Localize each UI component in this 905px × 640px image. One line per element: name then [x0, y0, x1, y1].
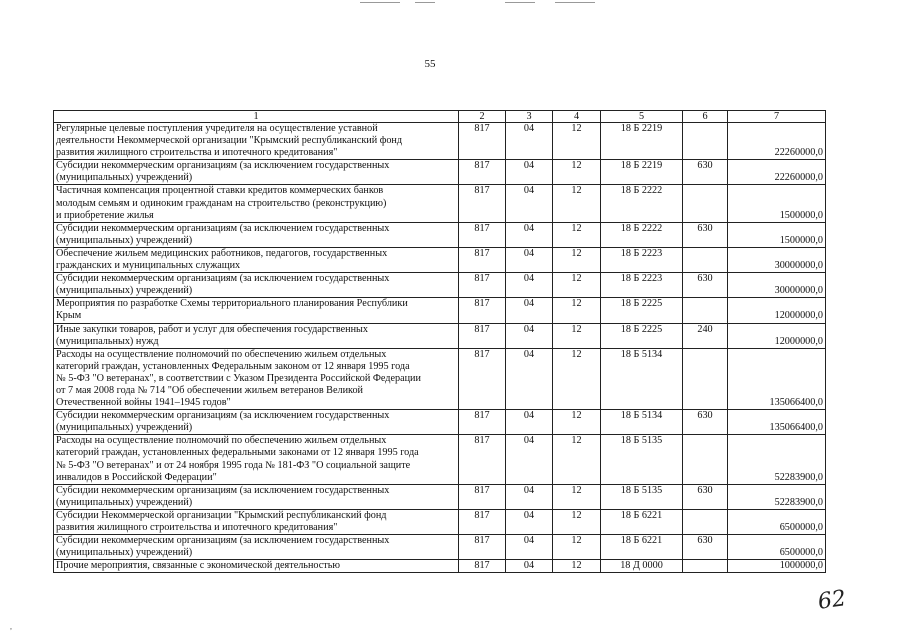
ministry-code: 817	[459, 435, 506, 484]
subsection-code: 12	[553, 222, 601, 247]
expense-type-code: 240	[683, 323, 728, 348]
section-code: 04	[506, 247, 553, 272]
table-row	[54, 273, 826, 298]
expense-item-name-line: Иные закупки товаров, работ и услуг для обеспечения государственных	[56, 323, 368, 335]
expense-item-name-line: Регулярные целевые поступления учредителя на осуществление уставной	[56, 123, 378, 134]
section-code: 04	[506, 160, 553, 185]
amount: 30000000,0	[728, 247, 826, 272]
expense-item-name-line: Крым	[56, 310, 82, 322]
expense-item-name-line: (муниципальных) учреждений)	[56, 496, 193, 508]
section-code: 04	[506, 435, 553, 484]
expense-type-code: 630	[683, 410, 728, 435]
expense-item-name	[54, 185, 459, 222]
target-article-code: 18 Б 5135	[601, 435, 683, 484]
section-code: 04	[506, 484, 553, 509]
expense-item-name-line: Субсидии некоммерческим организациям (за исключением государственных	[56, 273, 390, 285]
amount: 12000000,0	[728, 323, 826, 348]
expense-item-name-line: (муниципальных) учреждений)	[56, 285, 193, 297]
ministry-code: 817	[459, 298, 506, 323]
corner-mark: ,	[10, 622, 12, 631]
ministry-code: 817	[459, 535, 506, 560]
target-article-code: 18 Б 2222	[601, 185, 683, 222]
subsection-code: 12	[553, 273, 601, 298]
expense-item-name-line: (муниципальных) учреждений)	[56, 172, 193, 184]
subsection-code: 12	[553, 185, 601, 222]
table-row	[54, 535, 826, 560]
target-article-code: 18 Б 2225	[601, 298, 683, 323]
table-row	[54, 435, 826, 484]
ministry-code: 817	[459, 560, 506, 573]
ministry-code: 817	[459, 323, 506, 348]
section-code: 04	[506, 298, 553, 323]
handwritten-page-mark: 62	[816, 586, 848, 615]
section-code: 04	[506, 535, 553, 560]
section-code: 04	[506, 273, 553, 298]
expense-item-name	[54, 410, 459, 435]
subsection-code: 12	[553, 509, 601, 534]
column-header: 3	[506, 111, 553, 123]
amount: 30000000,0	[728, 273, 826, 298]
expense-item-name-line: гражданских и муниципальных служащих	[56, 260, 241, 272]
target-article-code: 18 Б 2223	[601, 247, 683, 272]
expense-item-name-line: Субсидии некоммерческим организациям (за исключением государственных	[56, 222, 390, 234]
table-row	[54, 484, 826, 509]
expense-item-name-line: деятельности Некоммерческой организации "Крымский республиканский фонд	[56, 135, 403, 147]
expense-item-name	[54, 348, 459, 409]
expense-type-code: 630	[683, 535, 728, 560]
ministry-code: 817	[459, 509, 506, 534]
table-row	[54, 185, 826, 222]
expense-item-name	[54, 435, 459, 484]
expense-item-name	[54, 509, 459, 534]
expense-type-code	[683, 298, 728, 323]
expense-type-code	[683, 560, 728, 573]
expense-type-code	[683, 123, 728, 160]
amount: 6500000,0	[728, 535, 826, 560]
expense-item-name	[54, 484, 459, 509]
expense-item-name	[54, 273, 459, 298]
expense-type-code: 630	[683, 273, 728, 298]
target-article-code: 18 Б 2223	[601, 273, 683, 298]
expense-item-name-line: развития жилищного строительства и ипотечного кредитования"	[56, 147, 338, 159]
ministry-code: 817	[459, 160, 506, 185]
expense-item-name-line: Субсидии некоммерческим организациям (за исключением государственных	[56, 484, 390, 496]
expense-item-name-line: развития жилищного строительства и ипотечного кредитования"	[56, 522, 338, 533]
expense-item-name	[54, 222, 459, 247]
subsection-code: 12	[553, 123, 601, 160]
subsection-code: 12	[553, 535, 601, 560]
expense-item-name-line: молодым семьям и одиноким гражданам на строительство (реконструкцию)	[56, 197, 387, 209]
expense-type-code	[683, 185, 728, 222]
expense-item-name-line: Частичная компенсация процентной ставки кредитов коммерческих банков	[56, 185, 384, 197]
expense-item-name-line: № 5-ФЗ "О ветеранах", в соответствии с Указом Президента Российской Федерации	[56, 372, 421, 384]
target-article-code: 18 Б 5135	[601, 484, 683, 509]
expense-item-name	[54, 298, 459, 323]
expense-item-name	[54, 123, 459, 160]
amount: 52283900,0	[728, 484, 826, 509]
amount: 135066400,0	[728, 348, 826, 409]
table-row	[54, 323, 826, 348]
ministry-code: 817	[459, 185, 506, 222]
target-article-code: 18 Б 2219	[601, 160, 683, 185]
target-article-code: 18 Б 6221	[601, 535, 683, 560]
amount: 52283900,0	[728, 435, 826, 484]
expense-item-name-line: (муниципальных) учреждений)	[56, 422, 193, 434]
section-code: 04	[506, 222, 553, 247]
amount: 135066400,0	[728, 410, 826, 435]
amount: 22260000,0	[728, 160, 826, 185]
expense-item-name	[54, 247, 459, 272]
expense-type-code: 630	[683, 484, 728, 509]
expense-item-name-line: № 5-ФЗ "О ветеранах" и от 24 ноября 1995 года № 181-ФЗ "О социальной защите	[56, 459, 411, 471]
table-row	[54, 247, 826, 272]
target-article-code: 18 Д 0000	[601, 560, 683, 573]
target-article-code: 18 Б 2219	[601, 123, 683, 160]
expense-item-name-line: инвалидов в Российской Федерации"	[56, 471, 217, 483]
target-article-code: 18 Б 2225	[601, 323, 683, 348]
expense-item-name-line: (муниципальных) учреждений)	[56, 547, 193, 559]
expense-type-code: 630	[683, 222, 728, 247]
table-row	[54, 410, 826, 435]
section-code: 04	[506, 560, 553, 573]
ministry-code: 817	[459, 484, 506, 509]
subsection-code: 12	[553, 348, 601, 409]
table-row	[54, 123, 826, 160]
subsection-code: 12	[553, 560, 601, 573]
section-code: 04	[506, 348, 553, 409]
target-article-code: 18 Б 2222	[601, 222, 683, 247]
section-code: 04	[506, 185, 553, 222]
table-row	[54, 222, 826, 247]
expense-item-name-line: Субсидии некоммерческим организациям (за исключением государственных	[56, 535, 390, 547]
column-header: 7	[728, 111, 826, 123]
amount: 1500000,0	[728, 222, 826, 247]
expense-item-name-line: от 7 мая 2008 года № 714 "Об обеспечении жильем ветеранов Великой	[56, 384, 364, 396]
section-code: 04	[506, 323, 553, 348]
budget-table	[53, 110, 826, 573]
expense-item-name-line: (муниципальных) нужд	[56, 335, 159, 347]
subsection-code: 12	[553, 323, 601, 348]
target-article-code: 18 Б 5134	[601, 410, 683, 435]
amount: 12000000,0	[728, 298, 826, 323]
expense-item-name-line: Субсидии некоммерческим организациям (за исключением государственных	[56, 410, 390, 422]
subsection-code: 12	[553, 160, 601, 185]
ministry-code: 817	[459, 273, 506, 298]
subsection-code: 12	[553, 410, 601, 435]
expense-item-name-line: Обеспечение жильем медицинских работников, педагогов, государственных	[56, 247, 388, 259]
expense-type-code	[683, 509, 728, 534]
ministry-code: 817	[459, 123, 506, 160]
expense-type-code	[683, 348, 728, 409]
expense-item-name-line: Расходы на осуществление полномочий по обеспечению жильем отдельных	[56, 348, 387, 360]
column-header: 2	[459, 111, 506, 123]
expense-item-name-line: Субсидии Некоммерческой организации "Крымский республиканский фонд	[56, 509, 387, 521]
expense-item-name	[54, 560, 459, 573]
table-row	[54, 509, 826, 534]
column-header: 4	[553, 111, 601, 123]
page-number: 55	[424, 58, 436, 70]
column-header: 5	[601, 111, 683, 123]
ministry-code: 817	[459, 410, 506, 435]
ministry-code: 817	[459, 222, 506, 247]
expense-type-code: 630	[683, 160, 728, 185]
expense-item-name	[54, 160, 459, 185]
section-code: 04	[506, 123, 553, 160]
section-code: 04	[506, 509, 553, 534]
table-row	[54, 560, 826, 573]
expense-item-name-line: (муниципальных) учреждений)	[56, 234, 193, 246]
expense-item-name	[54, 323, 459, 348]
expense-item-name-line: Расходы на осуществление полномочий по обеспечению жильем отдельных	[56, 435, 387, 447]
table-header-row	[54, 111, 826, 123]
expense-item-name-line: категорий граждан, установленных федеральными законами от 12 января 1995 года	[56, 447, 419, 459]
expense-type-code	[683, 435, 728, 484]
expense-item-name	[54, 535, 459, 560]
target-article-code: 18 Б 6221	[601, 509, 683, 534]
column-header: 1	[54, 111, 459, 123]
ministry-code: 817	[459, 348, 506, 409]
table-row	[54, 160, 826, 185]
expense-type-code	[683, 247, 728, 272]
expense-item-name-line: и приобретение жилья	[56, 209, 154, 221]
subsection-code: 12	[553, 435, 601, 484]
expense-item-name-line: Субсидии некоммерческим организациям (за исключением государственных	[56, 160, 390, 172]
section-code: 04	[506, 410, 553, 435]
column-header: 6	[683, 111, 728, 123]
amount: 22260000,0	[728, 123, 826, 160]
table-row	[54, 298, 826, 323]
ministry-code: 817	[459, 247, 506, 272]
table-row	[54, 348, 826, 409]
amount: 1000000,0	[728, 560, 826, 573]
target-article-code: 18 Б 5134	[601, 348, 683, 409]
expense-item-name-line: категорий граждан, установленных Федеральным законом от 12 января 1995 года	[56, 360, 410, 372]
subsection-code: 12	[553, 484, 601, 509]
expense-item-name-line: Мероприятия по разработке Схемы территориального планирования Республики	[56, 298, 408, 310]
amount: 6500000,0	[728, 509, 826, 534]
subsection-code: 12	[553, 298, 601, 323]
subsection-code: 12	[553, 247, 601, 272]
expense-item-name-line: Прочие мероприятия, связанные с экономической деятельностью	[56, 560, 340, 572]
amount: 1500000,0	[728, 185, 826, 222]
expense-item-name-line: Отечественной войны 1941–1945 годов"	[56, 397, 231, 409]
